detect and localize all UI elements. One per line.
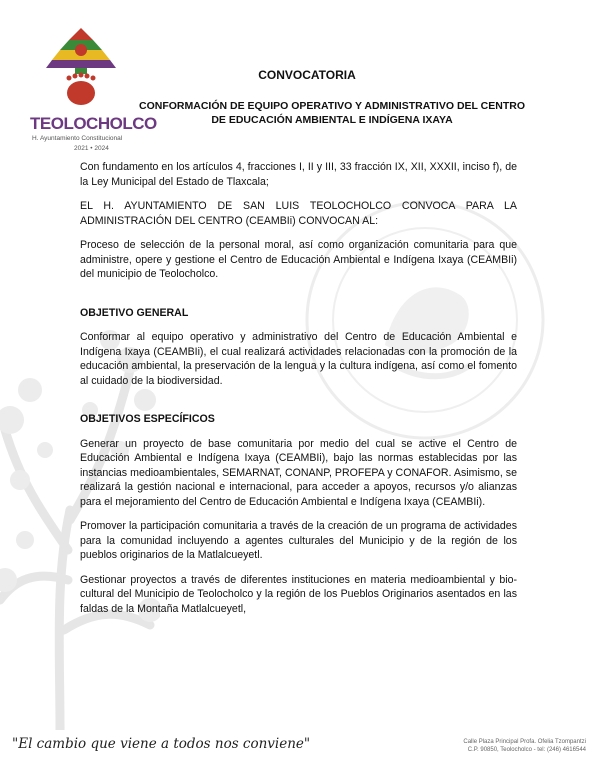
legal-basis-paragraph: Con fundamento en los artículos 4, fracciones I, II y III, 33 fracción IX, XII, XXXII, inciso f), de la Ley Municipal del Estado de Tlaxcala; — [80, 161, 517, 188]
general-objective-heading: OBJETIVO GENERAL — [80, 306, 189, 319]
specific-objective-paragraph: Generar un proyecto de base comunitaria por medio del cual se active el Centro de Educación Ambiental e Indígena Ixaya (CEAMBIi), bajo las normas establecidas por las instancias medioambientales, SEMARNAT, CONANP, PROFEPA y CONAFOR. Asimismo, se realizará la gestión nacional e internacional, para acceder a apoyos, recursos y/o alianzas para el mejoramiento del Centro de Educación Ambiental e Indígena Ixaya (CEAMBIi). — [80, 437, 517, 508]
document-title: CONVOCATORIA — [258, 68, 356, 82]
selection-process-paragraph: Proceso de selección de la personal moral, así como organización comunitaria para que administre, opere y gestione el Centro de Educación Ambiental e Indígena Ixaya (CEAMBIi) del municipio de Teolocholco. — [80, 239, 517, 280]
specific-objective-paragraph: Gestionar proyectos a través de diferentes instituciones en materia medioambiental y bio-cultural del Municipio de Teolocholco y la región de los Pueblos Originarios asentados en las faldas de la Montaña Matlalcueyetl, — [80, 573, 517, 615]
general-objective-text: Conformar al equipo operativo y administrativo del Centro de Educación Ambiental e Indígena Ixaya (CEAMBIi), el cual realizará actividades relacionadas con la promoción de la educación ambiental, la preservación de la lengua y la cultura indígena, así como el fomento al cuidado de la biodiversidad. — [80, 331, 517, 387]
logo-years: 2021 • 2024 — [74, 145, 109, 152]
municipal-logo — [30, 26, 157, 158]
document-body — [80, 160, 517, 626]
specific-objective-paragraph: Promover la participación comunitaria a través de la creación de un programa de actividades para la comunidad incluyendo a agentes culturales del Municipio y de la región de los pueblos originarios de la Matlalcueyetl. — [80, 520, 517, 561]
address-line: Calle Plaza Principal Profa. Ofelia Tzompantzi — [463, 739, 586, 745]
address-line: C.P. 90850, Teolocholco - tel: (246) 4616544 — [467, 747, 586, 753]
logo-name: TEOLOCHOLCO — [30, 114, 157, 133]
convocation-paragraph: EL H. AYUNTAMIENTO DE SAN LUIS TEOLOCHOLCO CONVOCA PARA LA ADMINISTRACIÓN DEL CENTRO (CEAMBIi) CONVOCAN AL: — [80, 200, 517, 227]
document-subtitle: CONFORMACIÓN DE EQUIPO OPERATIVO Y ADMINISTRATIVO DEL CENTRO DE EDUCACIÓN AMBIENTAL E INDÍGENA IXAYA — [139, 100, 525, 126]
specific-objectives-heading: OBJETIVOS ESPECÍFICOS — [80, 413, 215, 425]
logo-subtitle: H. Ayuntamiento Constitucional — [32, 135, 123, 142]
footer-address — [436, 738, 586, 754]
footer-slogan: "El cambio que viene a todos nos conviene" — [12, 736, 311, 752]
